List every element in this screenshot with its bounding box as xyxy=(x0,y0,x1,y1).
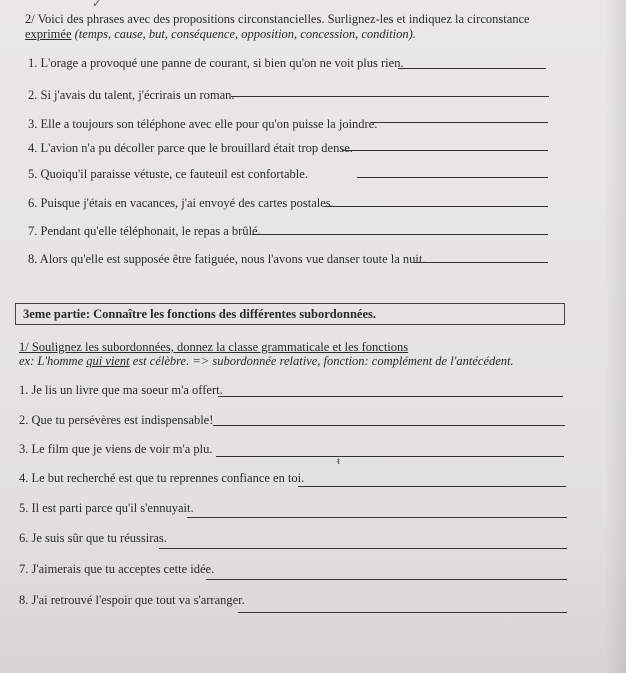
answer-line[interactable] xyxy=(357,177,548,178)
part3-example xyxy=(19,354,514,369)
part3-item-2: 2. Que tu persévères est indispensable! xyxy=(19,413,214,427)
part3-item-1: 1. Je lis un livre que ma soeur m'a offert. xyxy=(19,383,223,397)
part2-item-7: 7. Pendant qu'elle téléphonait, le repas a brûlé. xyxy=(28,224,261,238)
part2-item-2: 2. Si j'avais du talent, j'écrirais un roman. xyxy=(28,88,235,102)
part3-item-4: 4. Le but recherché est que tu reprennes confiance en toi. xyxy=(19,471,305,485)
part3-item-7: 7. J'aimerais que tu acceptes cette idée. xyxy=(19,562,215,576)
part3-title: 3eme partie: Connaître les fonctions des différentes subordonnées. xyxy=(23,307,376,321)
pen-mark: ✓ xyxy=(92,0,102,10)
answer-line[interactable] xyxy=(216,456,564,457)
part2-item-4: 4. L'avion n'a pu décoller parce que le brouillard était trop dense. xyxy=(28,141,353,155)
answer-line[interactable] xyxy=(414,262,548,263)
answer-line[interactable] xyxy=(159,548,567,549)
part3-instruction: 1/ Soulignez les subordonnées, donnez la classe grammaticale et les fonctions xyxy=(19,340,409,354)
part2-item-3: 3. Elle a toujours son téléphone avec elle pour qu'on puisse la joindre. xyxy=(28,117,378,131)
cursor-mark: ᵵ xyxy=(337,455,341,467)
answer-line[interactable] xyxy=(238,612,567,613)
example-underlined: qui vient xyxy=(86,354,130,368)
answer-line[interactable] xyxy=(252,234,548,235)
part2-heading-line1: 2/ Voici des phrases avec des propositions circonstancielles. Surlignez-les et indiquez la circonstance xyxy=(25,12,530,26)
answer-line[interactable] xyxy=(213,425,565,426)
answer-line[interactable] xyxy=(324,206,548,207)
answer-line[interactable] xyxy=(342,150,548,151)
answer-line[interactable] xyxy=(231,96,549,97)
part2-item-8: 8. Alors qu'elle est supposée être fatiguée, nous l'avons vue danser toute la nuit. xyxy=(28,252,426,266)
part3-item-3: 3. Le film que je viens de voir m'a plu. xyxy=(19,442,213,456)
part2-item-5: 5. Quoiqu'il paraisse vétuste, ce fauteuil est confortable. xyxy=(28,167,308,181)
example-prefix: ex: L'homme xyxy=(19,354,87,368)
answer-line[interactable] xyxy=(187,517,567,518)
answer-line[interactable] xyxy=(206,579,567,580)
part3-item-6: 6. Je suis sûr que tu réussiras. xyxy=(19,531,167,545)
answer-line[interactable] xyxy=(218,396,563,397)
example-suffix: est célèbre. => subordonnée relative, fonction: complément de l'antécédent. xyxy=(129,354,514,368)
answer-line[interactable] xyxy=(398,68,546,69)
part2-item-1: 1. L'orage a provoqué une panne de courant, si bien qu'on ne voit plus rien. xyxy=(28,56,404,70)
part2-item-6: 6. Puisque j'étais en vacances, j'ai envoyé des cartes postales. xyxy=(28,196,334,210)
answer-line[interactable] xyxy=(298,486,566,487)
part2-heading-line2 xyxy=(25,27,416,42)
part3-item-5: 5. Il est parti parce qu'il s'ennuyait. xyxy=(19,501,194,515)
part3-title-box xyxy=(15,303,565,325)
part3-item-8: 8. J'ai retrouvé l'espoir que tout va s'arranger. xyxy=(19,593,245,607)
part2-heading-italic: (temps, cause, but, conséquence, opposition, concession, condition). xyxy=(74,27,416,41)
part2-heading-underlined: exprimée xyxy=(25,27,72,41)
answer-line[interactable] xyxy=(371,122,548,123)
